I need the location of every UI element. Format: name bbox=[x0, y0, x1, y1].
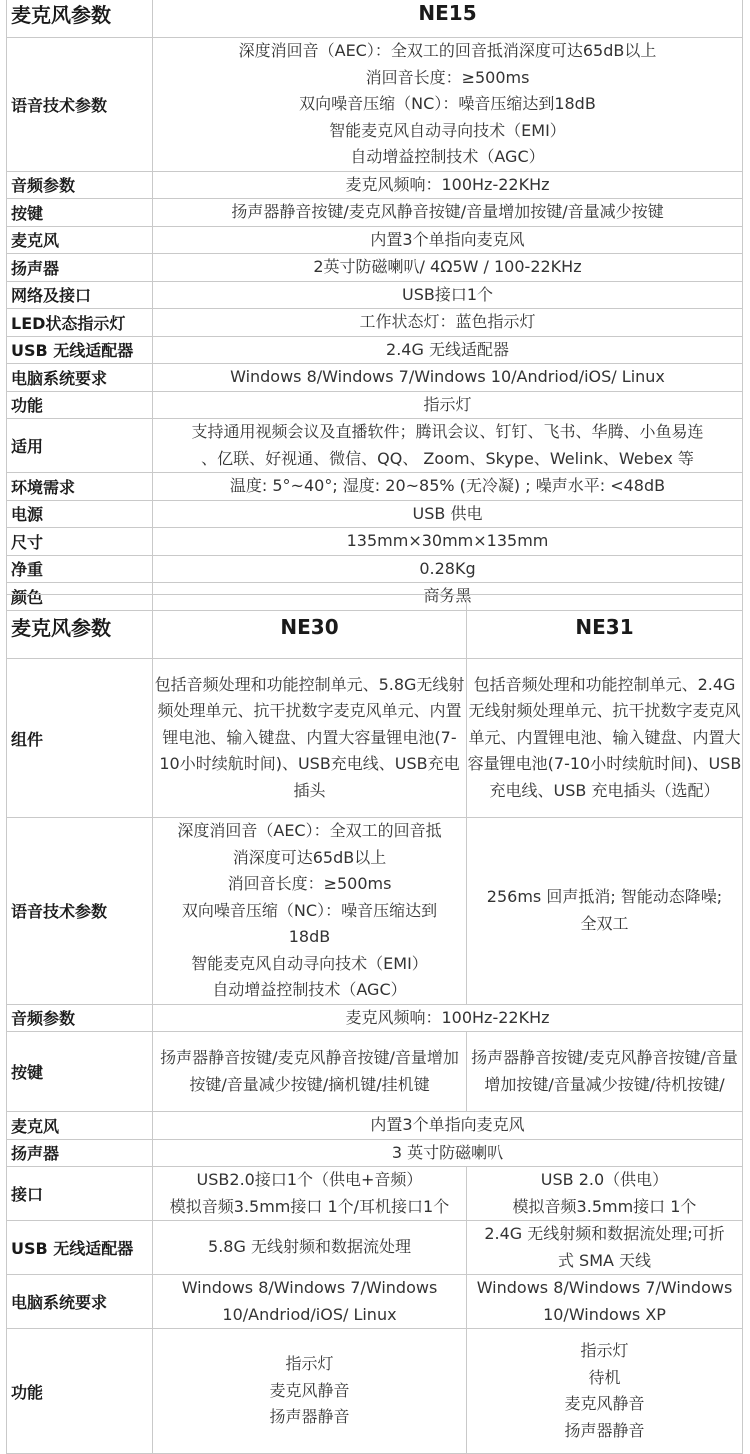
table-row bbox=[7, 528, 743, 556]
row-value bbox=[153, 419, 743, 473]
table-row bbox=[7, 1329, 743, 1454]
table-row bbox=[7, 473, 743, 501]
value-line: 256ms 回声抵消; 智能动态降噪; bbox=[486, 887, 723, 907]
header-param-label: 麦克风参数 bbox=[7, 595, 153, 659]
table-row bbox=[7, 818, 743, 1005]
value-line: 10/Andriod/iOS/ Linux bbox=[222, 1304, 397, 1324]
table-header-row bbox=[7, 595, 743, 659]
value-text: 扬声器静音按键/麦克风静音按键/音量增加按键/音量减少按键/待机按键/ bbox=[471, 1048, 738, 1094]
row-value: 135mm×30mm×135mm bbox=[153, 528, 743, 556]
row-label: 音频参数 bbox=[7, 1004, 153, 1032]
row-label: 语音技术参数 bbox=[7, 818, 153, 1005]
value-line: 双向噪音压缩（NC）：噪音压缩达到18dB bbox=[299, 94, 596, 113]
table-row bbox=[7, 1004, 743, 1032]
row-value-ne30 bbox=[153, 1329, 467, 1454]
row-label: 电脑系统要求 bbox=[7, 364, 153, 392]
row-label: 尺寸 bbox=[7, 528, 153, 556]
value-line: 、亿联、好视通、微信、QQ、 Zoom、Skype、Welink、Webex 等 bbox=[201, 448, 694, 468]
table-row bbox=[7, 199, 743, 227]
table-row bbox=[7, 1032, 743, 1112]
value-line: 麦克风静音 bbox=[564, 1394, 645, 1413]
table-row bbox=[7, 659, 743, 818]
row-value-shared: 内置3个单指向麦克风 bbox=[153, 1112, 743, 1140]
value-text: 包括音频处理和功能控制单元、5.8G无线射频处理单元、抗干扰数字麦克风单元、内置锂电池、输入键盘、内置大容量锂电池(7-10小时续航时间)、USB充电线、USB充电插头 bbox=[154, 674, 465, 800]
row-value-ne31 bbox=[467, 1275, 743, 1329]
value-text: 包括音频处理和功能控制单元、2.4G 无线射频处理单元、抗干扰数字麦克风单元、内置锂电池、输入键盘、内置大容量锂电池(7-10小时续航时间)、USB 充电线、USB 充电插头（选配） bbox=[467, 674, 742, 800]
value-line: 支持通用视频会议及直播软件；腾讯会议、钉钉、飞书、华腾、小鱼易连 bbox=[191, 422, 704, 441]
row-value-ne31 bbox=[467, 1032, 743, 1112]
row-label: 颜色 bbox=[7, 583, 153, 611]
row-value-ne30 bbox=[153, 1275, 467, 1329]
value-line: USB2.0接口1个（供电+音频） bbox=[196, 1170, 423, 1189]
value-line: 18dB bbox=[288, 927, 331, 946]
table-row bbox=[7, 1112, 743, 1140]
row-value-ne31 bbox=[467, 818, 743, 1005]
value-line: 模拟音频3.5mm接口 1个 bbox=[512, 1196, 697, 1216]
row-label: 音频参数 bbox=[7, 171, 153, 199]
table-row bbox=[7, 555, 743, 583]
row-label: 扬声器 bbox=[7, 1139, 153, 1167]
value-line: 10/Windows XP bbox=[543, 1304, 666, 1324]
header-model-ne31: NE31 bbox=[467, 595, 743, 659]
table-row bbox=[7, 281, 743, 309]
value-line: 深度消回音（AEC）：全双工的回音抵消深度可达65dB以上 bbox=[238, 41, 657, 60]
table-row bbox=[7, 38, 743, 172]
table-row bbox=[7, 1221, 743, 1275]
row-value-shared: 3 英寸防磁喇叭 bbox=[153, 1139, 743, 1167]
row-value: 工作状态灯：蓝色指示灯 bbox=[153, 309, 743, 337]
row-value: 2.4G 无线适配器 bbox=[153, 336, 743, 364]
value-line: 2.4G 无线射频和数据流处理;可折 bbox=[484, 1224, 725, 1243]
row-value: 商务黑 bbox=[153, 583, 743, 611]
table-row bbox=[7, 1139, 743, 1167]
ne30-ne31-spec-table bbox=[6, 594, 743, 1454]
value-line: 扬声器静音 bbox=[564, 1420, 645, 1440]
value-line: USB 2.0（供电） bbox=[540, 1170, 669, 1189]
row-label: USB 无线适配器 bbox=[7, 1221, 153, 1275]
row-label: 接口 bbox=[7, 1167, 153, 1221]
row-value: 0.28Kg bbox=[153, 555, 743, 583]
row-label: 电脑系统要求 bbox=[7, 1275, 153, 1329]
row-value-shared: 麦克风频响：100Hz-22KHz bbox=[153, 1004, 743, 1032]
table-row bbox=[7, 1167, 743, 1221]
value-line: 自动增益控制技术（AGC） bbox=[350, 147, 545, 166]
table-row bbox=[7, 171, 743, 199]
value-line: 双向噪音压缩（NC）：噪音压缩达到 bbox=[181, 900, 438, 920]
row-value: USB 供电 bbox=[153, 500, 743, 528]
row-value: 麦克风频响：100Hz-22KHz bbox=[153, 171, 743, 199]
row-label: 扬声器 bbox=[7, 254, 153, 282]
row-value-ne30 bbox=[153, 659, 467, 818]
value-line: 全双工 bbox=[580, 913, 629, 933]
row-label: 按键 bbox=[7, 199, 153, 227]
row-label: 环境需求 bbox=[7, 473, 153, 501]
value-line: Windows 8/Windows 7/Windows bbox=[476, 1278, 733, 1297]
table-row bbox=[7, 254, 743, 282]
value-line: 智能麦克风自动寻向技术（EMI） bbox=[191, 953, 428, 973]
row-value-ne31 bbox=[467, 1329, 743, 1454]
table-row bbox=[7, 336, 743, 364]
row-value: 温度: 5°~40°; 湿度: 20~85% (无冷凝) ; 噪声水平: <48dB bbox=[153, 473, 743, 501]
table-row bbox=[7, 500, 743, 528]
value-line: 指示灯 bbox=[285, 1354, 334, 1374]
row-label: 功能 bbox=[7, 1329, 153, 1454]
row-value-ne31 bbox=[467, 659, 743, 818]
row-label: 电源 bbox=[7, 500, 153, 528]
row-label: 净重 bbox=[7, 555, 153, 583]
value-line: Windows 8/Windows 7/Windows bbox=[181, 1278, 438, 1297]
value-line: 自动增益控制技术（AGC） bbox=[212, 980, 407, 999]
value-line: 智能麦克风自动寻向技术（EMI） bbox=[329, 120, 566, 140]
row-value: 指示灯 bbox=[153, 391, 743, 419]
row-value-ne31 bbox=[467, 1167, 743, 1221]
row-label: 麦克风 bbox=[7, 226, 153, 254]
value-line: 式 SMA 天线 bbox=[557, 1250, 652, 1270]
row-label: 麦克风 bbox=[7, 1112, 153, 1140]
value-line: 消回音长度：≥500ms bbox=[227, 874, 392, 893]
row-value: Windows 8/Windows 7/Windows 10/Andriod/iOS/ Linux bbox=[153, 364, 743, 392]
row-label: 组件 bbox=[7, 659, 153, 818]
value-line: 麦克风静音 bbox=[269, 1380, 350, 1400]
table-row bbox=[7, 226, 743, 254]
row-value: USB接口1个 bbox=[153, 281, 743, 309]
ne15-spec-table bbox=[6, 0, 743, 611]
row-label: 按键 bbox=[7, 1032, 153, 1112]
row-value-ne30 bbox=[153, 818, 467, 1005]
row-value: 扬声器静音按键/麦克风静音按键/音量增加按键/音量减少按键 bbox=[153, 199, 743, 227]
value-line: 消回音长度：≥500ms bbox=[365, 67, 530, 87]
row-value-ne30 bbox=[153, 1167, 467, 1221]
row-label: 网络及接口 bbox=[7, 281, 153, 309]
value-line: 模拟音频3.5mm接口 1个/耳机接口1个 bbox=[169, 1196, 450, 1216]
row-value bbox=[153, 38, 743, 172]
table-row bbox=[7, 419, 743, 473]
value-line: 扬声器静音 bbox=[269, 1407, 350, 1427]
value-line: 深度消回音（AEC）：全双工的回音抵 bbox=[177, 821, 442, 840]
row-label: 适用 bbox=[7, 419, 153, 473]
table-row bbox=[7, 391, 743, 419]
value-line: 消深度可达65dB以上 bbox=[232, 847, 387, 867]
header-model-ne15: NE15 bbox=[153, 0, 743, 38]
value-line: 指示灯 bbox=[580, 1341, 629, 1360]
row-value: 内置3个单指向麦克风 bbox=[153, 226, 743, 254]
table-row bbox=[7, 364, 743, 392]
row-label: LED状态指示灯 bbox=[7, 309, 153, 337]
header-model-ne30: NE30 bbox=[153, 595, 467, 659]
row-label: 功能 bbox=[7, 391, 153, 419]
row-value: 2英寸防磁喇叭/ 4Ω5W / 100-22KHz bbox=[153, 254, 743, 282]
value-line: 5.8G 无线射频和数据流处理 bbox=[208, 1237, 411, 1257]
row-value-ne31 bbox=[467, 1221, 743, 1275]
value-line: 待机 bbox=[588, 1367, 621, 1387]
row-value-ne30 bbox=[153, 1221, 467, 1275]
value-text: 扬声器静音按键/麦克风静音按键/音量增加按键/音量减少按键/摘机键/挂机键 bbox=[160, 1048, 459, 1094]
table-header-row bbox=[7, 0, 743, 38]
row-value-ne30 bbox=[153, 1032, 467, 1112]
table-row bbox=[7, 309, 743, 337]
row-label: 语音技术参数 bbox=[7, 38, 153, 172]
row-label: USB 无线适配器 bbox=[7, 336, 153, 364]
header-param-label: 麦克风参数 bbox=[7, 0, 153, 38]
table-row bbox=[7, 1275, 743, 1329]
